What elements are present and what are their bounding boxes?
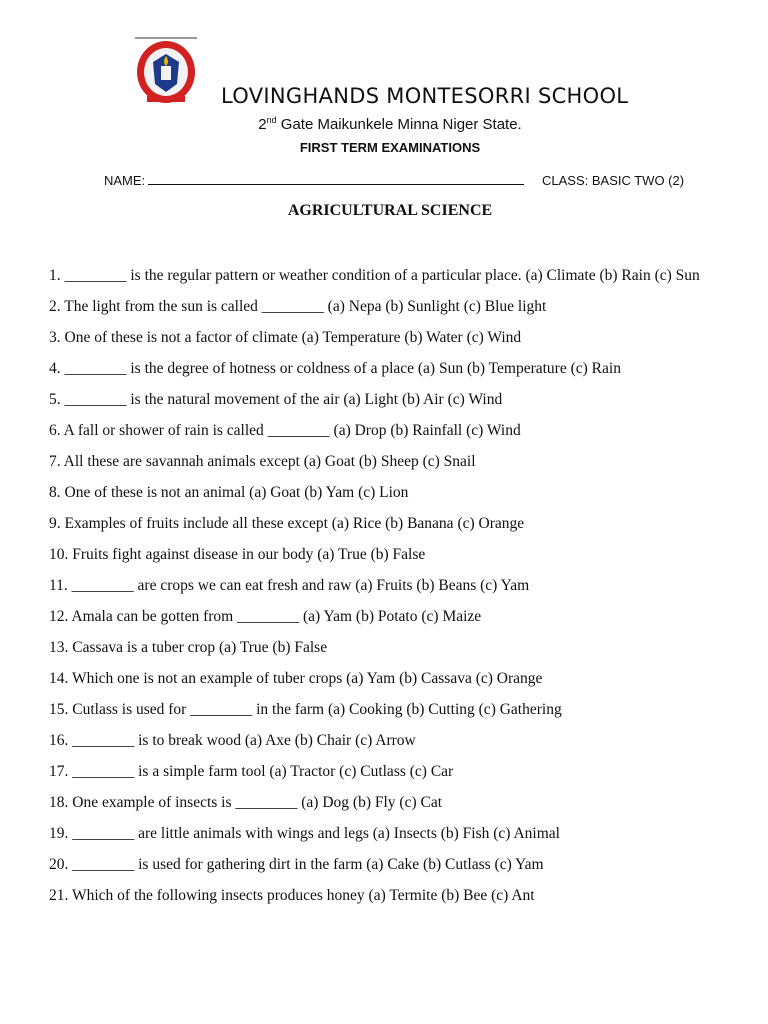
question-1: 1. ________ is the regular pattern or weather condition of a particular place. (a) Climate (b) Rain (c) Sun [49, 267, 700, 284]
exam-title: FIRST TERM EXAMINATIONS [299, 140, 481, 155]
class-label: CLASS: BASIC TWO (2) [542, 173, 685, 188]
question-16: 16. ________ is to break wood (a) Axe (b) Chair (c) Arrow [49, 732, 416, 749]
question-5: 5. ________ is the natural movement of the air (a) Light (b) Air (c) Wind [49, 391, 503, 408]
question-9: 9. Examples of fruits include all these except (a) Rice (b) Banana (c) Orange [49, 515, 525, 532]
school-crest-icon [133, 36, 199, 106]
school-address: 2nd Gate Maikunkele Minna Niger State. [258, 115, 522, 133]
question-18: 18. One example of insects is ________ (a) Dog (b) Fly (c) Cat [49, 794, 443, 811]
question-17: 17. ________ is a simple farm tool (a) Tractor (c) Cutlass (c) Car [49, 763, 454, 780]
question-7: 7. All these are savannah animals except (a) Goat (b) Sheep (c) Snail [49, 453, 476, 470]
question-12: 12. Amala can be gotten from ________ (a) Yam (b) Potato (c) Maize [49, 608, 482, 625]
question-8: 8. One of these is not an animal (a) Goat (b) Yam (c) Lion [49, 484, 409, 501]
question-20: 20. ________ is used for gathering dirt in the farm (a) Cake (b) Cutlass (c) Yam [49, 856, 544, 873]
question-10: 10. Fruits fight against disease in our body (a) True (b) False [49, 546, 426, 563]
question-3: 3. One of these is not a factor of climate (a) Temperature (b) Water (c) Wind [49, 329, 522, 346]
question-list [49, 265, 739, 916]
question-13: 13. Cassava is a tuber crop (a) True (b) False [49, 639, 328, 656]
school-name: LOVINGHANDS MONTESORRI SCHOOL [221, 84, 629, 108]
question-6: 6. A fall or shower of rain is called ________ (a) Drop (b) Rainfall (c) Wind [49, 422, 521, 439]
question-15: 15. Cutlass is used for ________ in the farm (a) Cooking (b) Cutting (c) Gathering [49, 701, 562, 718]
question-19: 19. ________ are little animals with wings and legs (a) Insects (b) Fish (c) Animal [49, 825, 560, 842]
question-21: 21. Which of the following insects produces honey (a) Termite (b) Bee (c) Ant [49, 887, 535, 904]
question-4: 4. ________ is the degree of hotness or coldness of a place (a) Sun (b) Temperature (c) Rain [49, 360, 621, 377]
name-field: NAME: [104, 173, 524, 188]
subject-title: AGRICULTURAL SCIENCE [287, 202, 493, 219]
question-2: 2. The light from the sun is called ________ (a) Nepa (b) Sunlight (c) Blue light [49, 298, 547, 315]
question-11: 11. ________ are crops we can eat fresh and raw (a) Fruits (b) Beans (c) Yam [49, 577, 530, 594]
question-14: 14. Which one is not an example of tuber crops (a) Yam (b) Cassava (c) Orange [49, 670, 543, 687]
name-blank [148, 173, 524, 185]
